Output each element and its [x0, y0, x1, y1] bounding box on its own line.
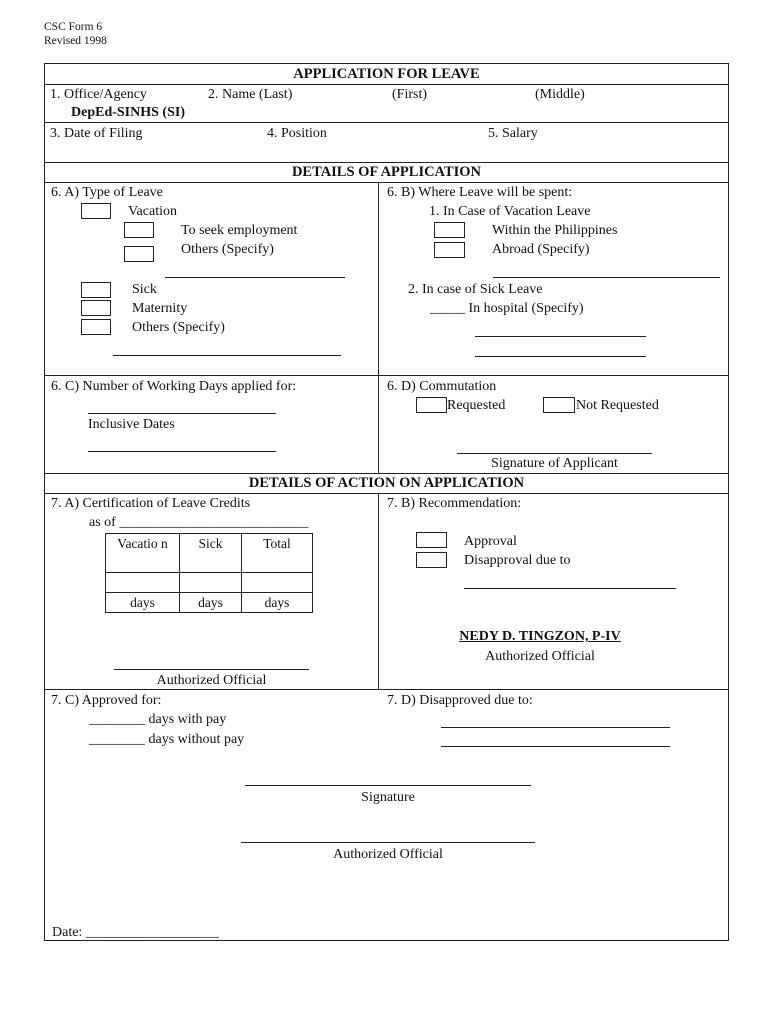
- action-title: DETAILS OF ACTION ON APPLICATION: [248, 475, 525, 491]
- others-specify-checkbox[interactable]: [124, 246, 154, 262]
- sick-label: Sick: [132, 282, 157, 297]
- abroad-checkbox[interactable]: [434, 242, 465, 258]
- maternity-checkbox[interactable]: [81, 300, 111, 316]
- requested-label: Requested: [447, 398, 506, 413]
- not-requested-checkbox[interactable]: [543, 397, 575, 413]
- leave-credits-table: [105, 533, 313, 613]
- others-specify-label: Others (Specify): [181, 242, 274, 257]
- name-first-label: (First): [392, 87, 427, 102]
- inclusive-dates-line[interactable]: [88, 451, 276, 452]
- vacation-unit: days: [106, 593, 180, 613]
- details-title: DETAILS OF APPLICATION: [291, 164, 482, 180]
- divider: [44, 375, 729, 376]
- working-days-line[interactable]: [88, 413, 276, 414]
- office-label: 1. Office/Agency: [50, 87, 147, 102]
- page-title: APPLICATION FOR LEAVE: [293, 66, 480, 82]
- col-sick: Sick: [180, 534, 242, 573]
- total-unit: days: [242, 593, 313, 613]
- others-specify-line[interactable]: [165, 277, 345, 278]
- days-with-pay: ________ days with pay: [89, 712, 227, 727]
- position-label: 4. Position: [267, 126, 327, 141]
- disapproved-line-2[interactable]: [441, 746, 670, 747]
- final-official-label: Authorized Official: [333, 847, 443, 862]
- type-leave-heading: 6. A) Type of Leave: [51, 185, 163, 200]
- sick-unit: days: [180, 593, 242, 613]
- vacation-credit-cell[interactable]: [106, 573, 180, 593]
- case-vacation-label: 1. In Case of Vacation Leave: [429, 204, 591, 219]
- divider: [44, 182, 729, 183]
- column-divider: [378, 182, 379, 473]
- divider: [44, 689, 729, 690]
- days-without-pay: ________ days without pay: [89, 732, 245, 747]
- hospital-line-2[interactable]: [475, 356, 646, 357]
- divider: [44, 493, 729, 494]
- applicant-signature-line[interactable]: [457, 453, 652, 454]
- seek-employment-label: To seek employment: [181, 223, 298, 238]
- salary-label: 5. Salary: [488, 126, 538, 141]
- date-field[interactable]: Date: ___________________: [52, 925, 219, 940]
- inclusive-dates-label: Inclusive Dates: [88, 417, 175, 432]
- others-sick-checkbox[interactable]: [81, 319, 111, 335]
- certification-heading: 7. A) Certification of Leave Credits: [51, 496, 251, 511]
- abroad-label: Abroad (Specify): [492, 242, 590, 257]
- approval-checkbox[interactable]: [416, 532, 447, 548]
- seek-employment-checkbox[interactable]: [124, 222, 154, 238]
- disapproval-reason-line[interactable]: [464, 588, 676, 589]
- requested-checkbox[interactable]: [416, 397, 447, 413]
- disapproved-heading: 7. D) Disapproved due to:: [387, 693, 533, 708]
- approval-label: Approval: [464, 534, 517, 549]
- signature-line[interactable]: [245, 785, 531, 786]
- final-official-line[interactable]: [241, 842, 535, 843]
- authorized-official-label: Authorized Official: [156, 673, 267, 688]
- signature-applicant-label: Signature of Applicant: [491, 456, 618, 471]
- commutation-heading: 6. D) Commutation: [387, 379, 497, 394]
- others-sick-line[interactable]: [113, 355, 341, 356]
- abroad-specify-line[interactable]: [493, 277, 720, 278]
- working-days-heading: 6. C) Number of Working Days applied for:: [51, 379, 297, 394]
- col-total: Total: [242, 534, 313, 573]
- signature-label: Signature: [361, 790, 415, 805]
- total-credit-cell[interactable]: [242, 573, 313, 593]
- date-filing-label: 3. Date of Filing: [50, 126, 143, 141]
- vacation-checkbox[interactable]: [81, 203, 111, 219]
- sick-checkbox[interactable]: [81, 282, 111, 298]
- divider: [44, 122, 729, 123]
- disapproved-line-1[interactable]: [441, 727, 670, 728]
- not-requested-label: Not Requested: [576, 398, 659, 413]
- in-hospital-label: _____ In hospital (Specify): [430, 301, 584, 316]
- as-of-label: as of ___________________________: [89, 515, 309, 530]
- official-title: Authorized Official: [485, 649, 595, 664]
- official-signature-line[interactable]: [114, 669, 309, 670]
- case-sick-label: 2. In case of Sick Leave: [408, 282, 543, 297]
- where-spent-heading: 6. B) Where Leave will be spent:: [387, 185, 573, 200]
- maternity-label: Maternity: [132, 301, 188, 316]
- approved-for-heading: 7. C) Approved for:: [51, 693, 162, 708]
- within-ph-checkbox[interactable]: [434, 222, 465, 238]
- vacation-label: Vacation: [128, 204, 177, 219]
- within-ph-label: Within the Philippines: [492, 223, 618, 238]
- column-divider: [378, 493, 379, 689]
- form-revision: Revised 1998: [44, 35, 107, 47]
- disapproval-label: Disapproval due to: [464, 553, 571, 568]
- others-sick-label: Others (Specify): [132, 320, 225, 335]
- divider: [44, 162, 729, 163]
- name-last-label: 2. Name (Last): [208, 87, 293, 102]
- disapproval-checkbox[interactable]: [416, 552, 447, 568]
- form-number: CSC Form 6: [44, 21, 103, 33]
- official-name: NEDY D. TINGZON, P-IV: [459, 629, 621, 644]
- divider: [44, 84, 729, 85]
- name-middle-label: (Middle): [535, 87, 585, 102]
- office-value[interactable]: DepEd-SINHS (SI): [71, 105, 185, 120]
- hospital-line-1[interactable]: [475, 336, 646, 337]
- divider: [44, 473, 729, 474]
- recommendation-heading: 7. B) Recommendation:: [387, 496, 522, 511]
- col-vacation: Vacatio n: [106, 534, 180, 573]
- sick-credit-cell[interactable]: [180, 573, 242, 593]
